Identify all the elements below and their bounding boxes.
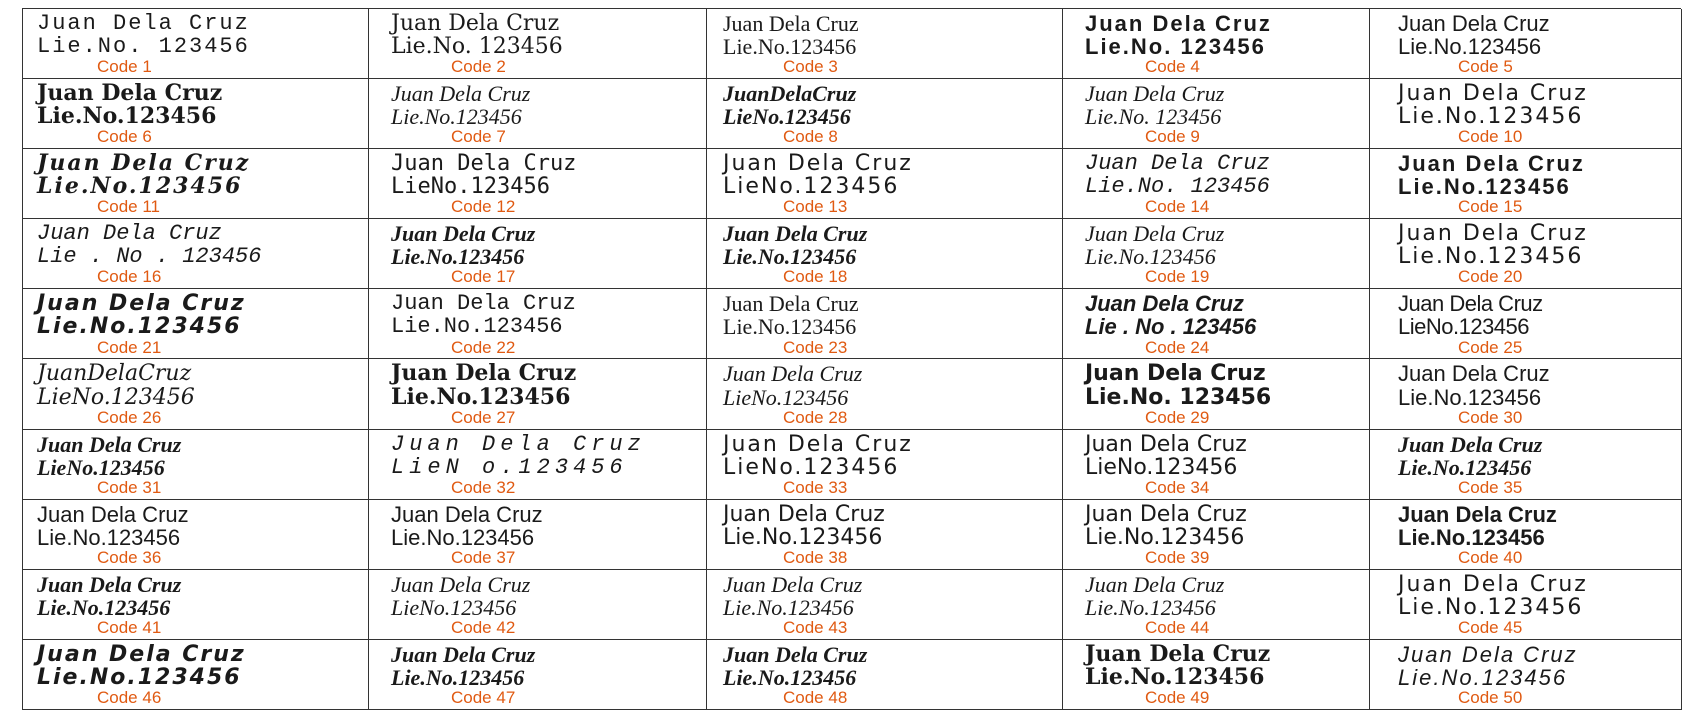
sample-license-number: Lie.No.123456 — [1085, 244, 1216, 270]
sample-name: Juan Dela Cruz — [37, 80, 223, 107]
sample-code-label: Code 50 — [1458, 688, 1523, 708]
sample-name: Juan Dela Cruz — [1085, 361, 1266, 387]
sample-license-number: Lie.No. 123456 — [37, 34, 250, 60]
sample-code-label: Code 16 — [97, 267, 162, 287]
sample-code-label: Code 24 — [1145, 337, 1210, 357]
sample-code-label: Code 8 — [783, 127, 838, 147]
sample-name: JuanDelaCruz — [723, 81, 857, 107]
font-sample-cell — [1370, 149, 1682, 219]
sample-license-number: Lie.No.123456 — [391, 664, 525, 690]
sample-code-label: Code 44 — [1145, 617, 1210, 637]
font-sample-cell — [1063, 149, 1370, 219]
sample-name: Juan Dela Cruz — [391, 641, 536, 667]
sample-license-number: LieNo.123456 — [1398, 314, 1530, 340]
sample-name: Juan Dela Cruz — [37, 501, 189, 527]
sample-code-label: Code 45 — [1458, 617, 1523, 637]
sample-name: Juan Dela Cruz — [37, 431, 182, 457]
font-sample-cell — [707, 289, 1063, 359]
sample-code-label: Code 19 — [1145, 267, 1210, 287]
sample-code-label: Code 48 — [783, 688, 848, 708]
sample-code-label: Code 30 — [1458, 407, 1523, 427]
font-sample-cell — [1370, 500, 1682, 570]
font-sample-cell — [369, 289, 707, 359]
sample-license-number: Lie.No. 123456 — [1085, 34, 1266, 60]
sample-name: Juan Dela Cruz — [1085, 501, 1247, 527]
sample-license-number: Lie.No.123456 — [37, 314, 242, 340]
sample-license-number: LieN o.123456 — [391, 454, 628, 480]
font-sample-cell — [707, 149, 1063, 219]
sample-code-label: Code 9 — [1145, 127, 1200, 147]
font-sample-cell — [369, 570, 707, 640]
sample-license-number: Lie.No.123456 — [37, 103, 217, 130]
sample-name: Juan Dela Cruz — [391, 501, 543, 527]
sample-code-label: Code 31 — [97, 477, 162, 497]
font-sample-cell — [369, 430, 707, 500]
sample-license-number: Lie.No.123456 — [1398, 664, 1568, 690]
sample-license-number: Lie.No.123456 — [391, 524, 535, 550]
font-sample-cell — [23, 9, 369, 79]
sample-name: Juan Dela Cruz — [1398, 641, 1578, 667]
font-sample-cell — [1063, 79, 1370, 149]
sample-license-number: Lie.No.123456 — [723, 34, 857, 60]
sample-license-number: Lie.No.123456 — [1398, 524, 1545, 550]
font-sample-cell — [707, 500, 1063, 570]
sample-license-number: Lie.No.123456 — [37, 173, 243, 200]
sample-name: Juan Dela Cruz — [391, 360, 577, 387]
font-sample-cell — [707, 359, 1063, 429]
sample-license-number: Lie.No.123456 — [723, 594, 854, 620]
font-sample-cell — [369, 359, 707, 429]
sample-license-number: LieNo.123456 — [723, 384, 849, 410]
sample-code-label: Code 7 — [451, 127, 506, 147]
sample-license-number: Lie.No.123456 — [37, 664, 242, 690]
sample-code-label: Code 46 — [97, 688, 162, 708]
sample-code-label: Code 40 — [1458, 547, 1523, 567]
font-sample-cell — [1063, 570, 1370, 640]
font-sample-cell — [1063, 500, 1370, 570]
sample-name: Juan Dela Cruz — [37, 10, 250, 36]
sample-code-label: Code 15 — [1458, 197, 1523, 217]
sample-name: Juan Dela Cruz — [723, 431, 913, 457]
sample-license-number: Lie . No . 123456 — [1085, 314, 1257, 340]
sample-license-number: Lie.No. 123456 — [391, 34, 563, 60]
sample-code-label: Code 3 — [783, 57, 838, 77]
sample-name: Juan Dela Cruz — [37, 571, 182, 597]
font-sample-cell — [707, 640, 1063, 710]
sample-name: Juan Dela Cruz — [1398, 221, 1588, 247]
sample-code-label: Code 43 — [783, 617, 848, 637]
sample-code-label: Code 12 — [451, 197, 516, 217]
sample-license-number: LieNo.123456 — [391, 174, 550, 200]
font-sample-cell — [1063, 9, 1370, 79]
sample-name: Juan Dela Cruz — [37, 150, 251, 177]
sample-license-number: Lie.No.123456 — [723, 524, 883, 550]
sample-license-number: LieNo.123456 — [723, 104, 851, 130]
font-sample-cell — [1063, 289, 1370, 359]
sample-code-label: Code 20 — [1458, 267, 1523, 287]
font-sample-cell — [23, 359, 369, 429]
sample-name: Juan Dela Cruz — [723, 571, 863, 597]
sample-name: Juan Dela Cruz — [37, 291, 246, 317]
sample-license-number: Lie.No.123456 — [391, 244, 525, 270]
font-sample-cell — [23, 430, 369, 500]
font-sample-cell — [369, 149, 707, 219]
sample-code-label: Code 25 — [1458, 337, 1523, 357]
font-sample-cell — [1063, 430, 1370, 500]
sample-license-number: Lie.No.123456 — [1085, 594, 1216, 620]
font-sample-cell — [23, 640, 369, 710]
sample-name: Juan Dela Cruz — [1085, 431, 1247, 457]
sample-code-label: Code 10 — [1458, 127, 1523, 147]
sample-code-label: Code 38 — [783, 547, 848, 567]
sample-name: Juan Dela Cruz — [1085, 10, 1272, 36]
sample-code-label: Code 18 — [783, 267, 848, 287]
sample-code-label: Code 32 — [451, 477, 516, 497]
font-sample-cell — [1063, 640, 1370, 710]
sample-name: Juan Dela Cruz — [391, 81, 531, 107]
sample-license-number: LieNo.123456 — [37, 454, 165, 480]
sample-code-label: Code 17 — [451, 267, 516, 287]
sample-code-label: Code 35 — [1458, 477, 1523, 497]
sample-license-number: Lie.No.123456 — [1398, 594, 1584, 620]
sample-license-number: Lie.No. 123456 — [1085, 104, 1222, 130]
font-sample-cell — [369, 79, 707, 149]
sample-license-number: Lie.No.123456 — [391, 314, 563, 340]
sample-code-label: Code 23 — [783, 337, 848, 357]
sample-name: Juan Dela Cruz — [1085, 640, 1271, 667]
sample-code-label: Code 36 — [97, 547, 162, 567]
sample-code-label: Code 34 — [1145, 477, 1210, 497]
font-sample-grid — [22, 8, 1681, 710]
sample-code-label: Code 27 — [451, 407, 516, 427]
sample-license-number: Lie.No.123456 — [1085, 524, 1245, 550]
sample-license-number: Lie.No.123456 — [1398, 104, 1584, 130]
font-sample-cell — [23, 500, 369, 570]
sample-name: Juan Dela Cruz — [391, 151, 577, 177]
sample-license-number: Lie.No.123456 — [37, 524, 181, 550]
sample-code-label: Code 4 — [1145, 57, 1200, 77]
sample-name: Juan Dela Cruz — [1085, 221, 1225, 247]
font-sample-cell — [707, 570, 1063, 640]
sample-license-number: Lie.No.123456 — [1085, 663, 1265, 690]
sample-name: Juan Dela Cruz — [723, 641, 868, 667]
sample-code-label: Code 13 — [783, 197, 848, 217]
sample-code-label: Code 2 — [451, 57, 506, 77]
sample-license-number: LieNo.123456 — [723, 174, 900, 200]
sample-code-label: Code 11 — [97, 197, 161, 217]
font-sample-cell — [23, 219, 369, 289]
font-sample-cell — [1370, 430, 1682, 500]
sample-code-label: Code 47 — [451, 688, 516, 708]
font-sample-cell — [23, 79, 369, 149]
sample-name: Juan Dela Cruz — [1398, 571, 1588, 597]
sample-name: Juan Dela Cruz — [1085, 151, 1270, 177]
sample-name: Juan Dela Cruz — [37, 641, 246, 667]
font-sample-cell — [707, 219, 1063, 289]
sample-license-number: Lie.No. 123456 — [1085, 384, 1272, 410]
sample-name: Juan Dela Cruz — [723, 151, 913, 177]
font-sample-cell — [1370, 359, 1682, 429]
sample-name: Juan Dela Cruz — [391, 571, 531, 597]
font-sample-cell — [23, 570, 369, 640]
sample-license-number: Lie.No.123456 — [723, 664, 857, 690]
sample-license-number: LieNo.123456 — [723, 454, 900, 480]
sample-name: Juan Dela Cruz — [723, 361, 863, 387]
font-sample-cell — [1370, 219, 1682, 289]
sample-license-number: Lie . No . 123456 — [37, 244, 262, 270]
sample-license-number: Lie.No.123456 — [1398, 174, 1571, 200]
font-sample-cell — [1370, 289, 1682, 359]
sample-code-label: Code 42 — [451, 617, 516, 637]
sample-name: Juan Dela Cruz — [1398, 431, 1543, 457]
font-sample-cell — [369, 500, 707, 570]
sample-code-label: Code 14 — [1145, 197, 1210, 217]
sample-name: Juan Dela Cruz — [1398, 361, 1550, 387]
font-sample-cell — [1063, 219, 1370, 289]
sample-name: Juan Dela Cruz — [723, 291, 859, 317]
sample-name: Juan Dela Cruz — [391, 291, 576, 317]
sample-code-label: Code 26 — [97, 407, 162, 427]
sample-license-number: Lie.No.123456 — [1398, 384, 1542, 410]
sample-license-number: Lie.No. 123456 — [1085, 174, 1270, 200]
sample-license-number: Lie.No.123456 — [723, 314, 857, 340]
font-sample-cell — [369, 219, 707, 289]
font-sample-cell — [369, 9, 707, 79]
sample-name: Juan Dela Cruz — [391, 431, 646, 457]
font-sample-cell — [1370, 640, 1682, 710]
sample-name: Juan Dela Cruz — [1398, 81, 1588, 107]
font-sample-cell — [1063, 359, 1370, 429]
sample-license-number: LieNo.123456 — [391, 594, 517, 620]
sample-name: Juan Dela Cruz — [1398, 10, 1550, 36]
sample-code-label: Code 1 — [97, 57, 152, 77]
font-sample-cell — [369, 640, 707, 710]
sample-name: Juan Dela Cruz — [1085, 81, 1225, 107]
sample-code-label: Code 41 — [97, 617, 162, 637]
sample-code-label: Code 6 — [97, 127, 152, 147]
sample-name: Juan Dela Cruz — [1398, 151, 1585, 177]
sample-name: Juan Dela Cruz — [391, 10, 560, 36]
sample-license-number: LieNo.123456 — [37, 384, 195, 410]
sample-name: Juan Dela Cruz — [723, 221, 868, 247]
font-sample-cell — [1370, 79, 1682, 149]
sample-name: Juan Dela Cruz — [391, 221, 536, 247]
font-sample-cell — [1370, 570, 1682, 640]
sample-name: Juan Dela Cruz — [1398, 291, 1543, 317]
sample-name: Juan Dela Cruz — [1085, 291, 1244, 317]
sample-name: Juan Dela Cruz — [723, 10, 859, 36]
sample-code-label: Code 5 — [1458, 57, 1513, 77]
sample-name: Juan Dela Cruz — [723, 501, 885, 527]
sample-name: Juan Dela Cruz — [1085, 571, 1225, 597]
sample-code-label: Code 21 — [97, 337, 162, 357]
sample-code-label: Code 37 — [451, 547, 516, 567]
font-sample-cell — [707, 79, 1063, 149]
sample-name: JuanDelaCruz — [37, 361, 192, 387]
sample-license-number: Lie.No.123456 — [1398, 244, 1584, 270]
sample-license-number: Lie.No.123456 — [1398, 34, 1542, 60]
sample-license-number: Lie.No.123456 — [1398, 454, 1532, 480]
sample-code-label: Code 29 — [1145, 407, 1210, 427]
sample-code-label: Code 49 — [1145, 688, 1210, 708]
sample-license-number: Lie.No.123456 — [391, 383, 571, 410]
font-sample-cell — [23, 289, 369, 359]
sample-name: Juan Dela Cruz — [1398, 501, 1557, 527]
font-sample-cell — [707, 9, 1063, 79]
font-sample-cell — [23, 149, 369, 219]
sample-code-label: Code 39 — [1145, 547, 1210, 567]
font-sample-cell — [1370, 9, 1682, 79]
sample-code-label: Code 28 — [783, 407, 848, 427]
sample-code-label: Code 22 — [451, 337, 516, 357]
sample-license-number: LieNo.123456 — [1085, 454, 1238, 480]
sample-license-number: Lie.No.123456 — [723, 244, 857, 270]
font-sample-cell — [707, 430, 1063, 500]
sample-code-label: Code 33 — [783, 477, 848, 497]
sample-license-number: Lie.No.123456 — [37, 594, 171, 620]
sample-name: Juan Dela Cruz — [37, 221, 222, 247]
sample-license-number: Lie.No.123456 — [391, 104, 522, 130]
